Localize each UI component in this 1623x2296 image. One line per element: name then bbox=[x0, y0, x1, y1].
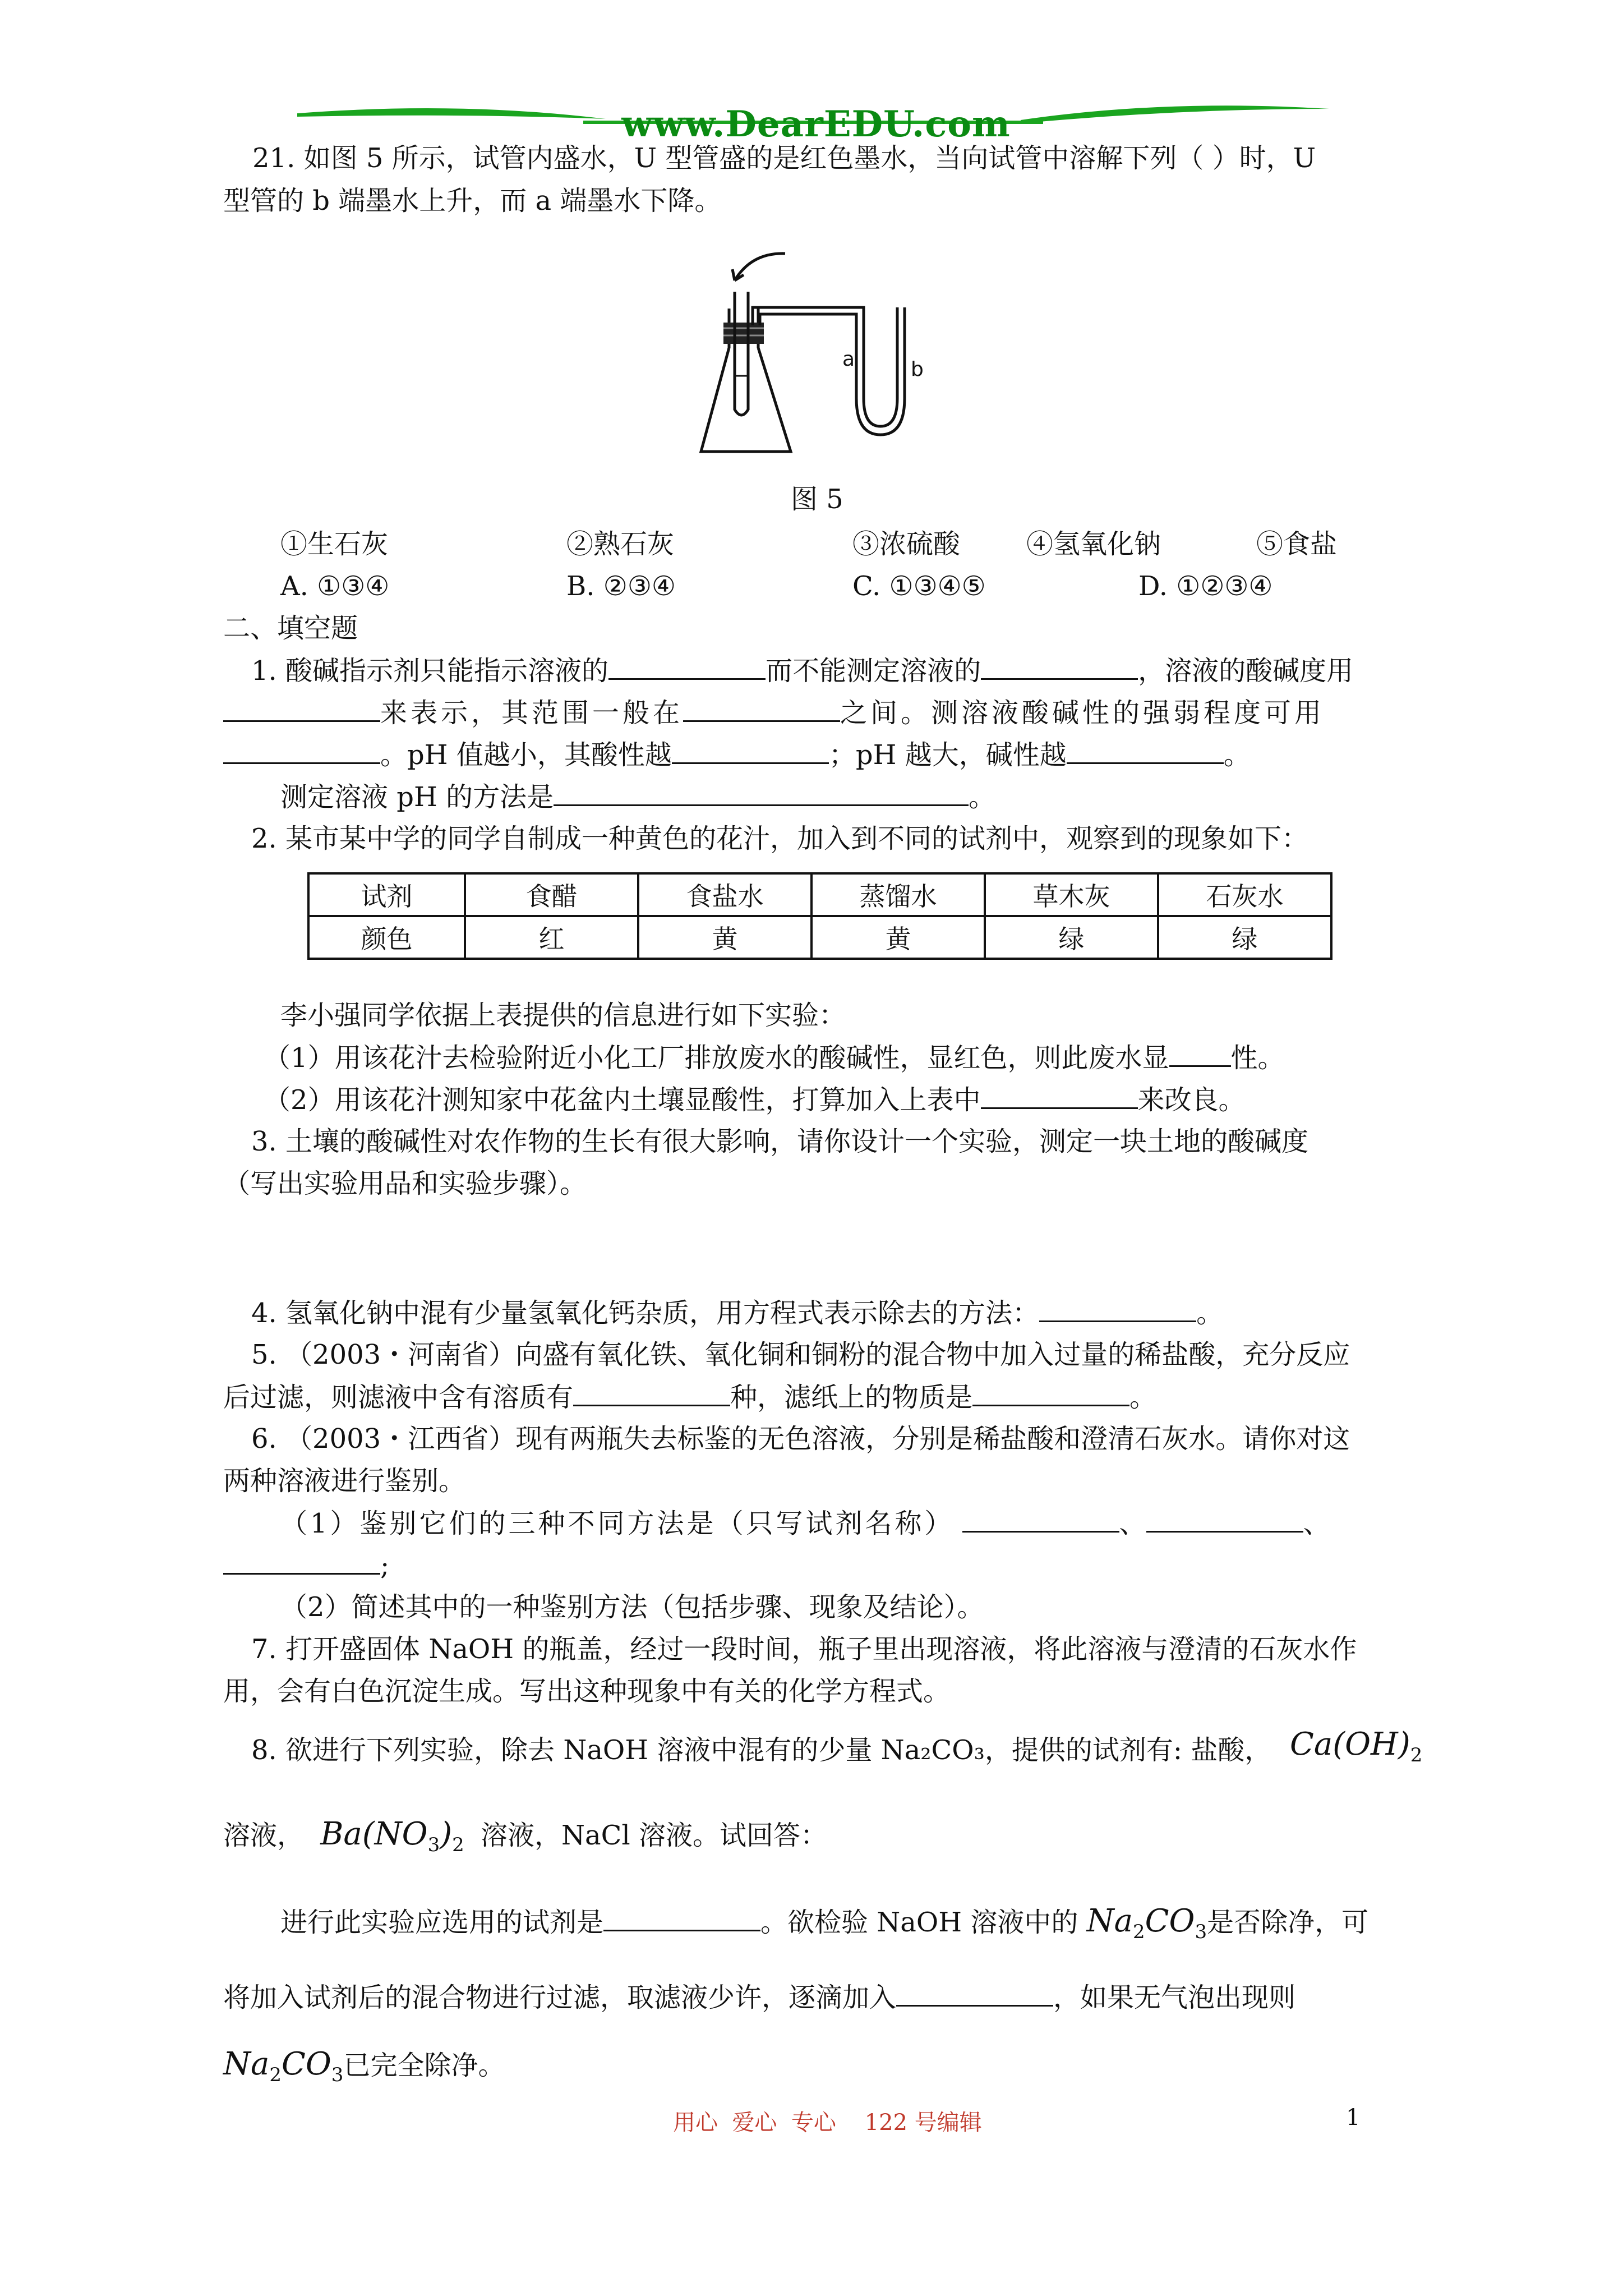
flask-u-tube-figure bbox=[695, 241, 931, 499]
table-cell: 颜色 bbox=[308, 916, 465, 959]
page-number: 1 bbox=[1346, 2105, 1361, 2131]
table-cell: 绿 bbox=[1158, 916, 1331, 959]
table-row bbox=[308, 873, 1331, 916]
p1-line1: 1. 酸碱指示剂只能指示溶液的 而不能测定溶液的 ，溶液的酸碱度用 bbox=[251, 654, 1353, 688]
fig-label-b: b bbox=[911, 358, 924, 381]
p1-line2: 来表示，其范围一般在 之间。测溶液酸碱性的强弱程度可用 bbox=[223, 696, 1325, 730]
table-cell: 红 bbox=[465, 916, 638, 959]
q21-choice-b: B. ②③④ bbox=[566, 570, 676, 602]
p8-line2: 溶液， $Ba(NO_3)_2$ 溶液，NaCl 溶液。试回答： bbox=[223, 1816, 827, 1857]
table-cell: 草木灰 bbox=[985, 873, 1158, 916]
p1-line4: 测定溶液 pH 的方法是 。 bbox=[280, 780, 995, 814]
q21-choice-d: D. ①②③④ bbox=[1138, 570, 1273, 602]
p5-line2: 后过滤，则滤液中含有溶质有 种，滤纸上的物质是 。 bbox=[223, 1380, 1156, 1414]
site-name[interactable]: www.DearEDU.com bbox=[621, 103, 1011, 145]
p6-line2: 两种溶液进行鉴别。 bbox=[223, 1465, 466, 1497]
p6-line4: ; bbox=[223, 1548, 389, 1582]
p4-line: 4. 氢氧化钠中混有少量氢氧化钙杂质，用方程式表示除去的方法： 。 bbox=[251, 1296, 1223, 1330]
p3-line1: 3. 土壤的酸碱性对农作物的生长有很大影响，请你设计一个实验，测定一块土地的酸碱度 bbox=[251, 1126, 1309, 1157]
p8-line5: $Na_2CO_3$已完全除净。 bbox=[223, 2046, 505, 2087]
p8-line1: 8. 欲进行下列实验，除去 NaOH 溶液中混有的少量 Na₂CO₃，提供的试剂有: 盐酸， bbox=[251, 1734, 1272, 1766]
q21-item-4: ④氢氧化钠 bbox=[1026, 528, 1161, 560]
table-cell: 黄 bbox=[638, 916, 811, 959]
q21-item-5: ⑤食盐 bbox=[1256, 528, 1338, 560]
table-cell: 食醋 bbox=[465, 873, 638, 916]
fig-label-a: a bbox=[842, 348, 855, 371]
q21-line2: 型管的 b 端墨水上升，而 a 端墨水下降。 bbox=[223, 185, 722, 217]
table-row bbox=[308, 916, 1331, 959]
p5-line1: 5. （2003・河南省）向盛有氧化铁、氧化铜和铜粉的混合物中加入过量的稀盐酸，充分反应 bbox=[251, 1339, 1350, 1370]
q21-line1: 21. 如图 5 所示，试管内盛水，U 型管盛的是红色墨水，当向试管中溶解下列（ ）时，U bbox=[252, 142, 1316, 174]
q21-choice-c: C. ①③④⑤ bbox=[852, 570, 986, 602]
p2-intro: 2. 某市某中学的同学自制成一种黄色的花汁，加入到不同的试剂中，观察到的现象如下： bbox=[251, 823, 1309, 854]
p7-line2: 用，会有白色沉淀生成。写出这种现象中有关的化学方程式。 bbox=[223, 1676, 951, 1707]
q21-item-2: ②熟石灰 bbox=[566, 528, 675, 560]
p1-line3: 。pH 值越小，其酸性越 ；pH 越大，碱性越 。 bbox=[223, 738, 1251, 772]
p2-exp: 李小强同学依据上表提供的信息进行如下实验： bbox=[280, 1000, 846, 1031]
na2co3-formula: $Na_2CO_3$ bbox=[1086, 1903, 1207, 1944]
site-banner bbox=[292, 96, 1335, 145]
ca-oh2-formula: $Ca(OH)_2$ bbox=[1290, 1726, 1423, 1767]
p6-line1: 6. （2003・江西省）现有两瓶失去标鉴的无色溶液，分别是稀盐酸和澄清石灰水。请你对这 bbox=[251, 1423, 1350, 1455]
p2-s1: （1）用该花汁去检验附近小化工厂排放废水的酸碱性，显红色，则此废水显 性。 bbox=[264, 1041, 1285, 1075]
ba-no32-formula: $Ba(NO_3)_2$ bbox=[320, 1816, 464, 1857]
section-title: 二、填空题 bbox=[223, 613, 358, 644]
p8-line3: 进行此实验应选用的试剂是 。欲检验 NaOH 溶液中的 $Na_2CO_3$是否除净，可 bbox=[280, 1903, 1369, 1944]
p3-line2: （写出实验用品和实验步骤）。 bbox=[223, 1168, 587, 1199]
footer-note: 用心 爱心 专心 122 号编辑 bbox=[673, 2110, 982, 2136]
table-cell: 蒸馏水 bbox=[811, 873, 985, 916]
q21-choice-a: A. ①③④ bbox=[280, 570, 390, 602]
table-cell: 试剂 bbox=[308, 873, 465, 916]
figure-caption: 图 5 bbox=[791, 484, 843, 515]
na2co3-formula-2: $Na_2CO_3$ bbox=[223, 2046, 344, 2087]
q21-item-1: ①生石灰 bbox=[280, 528, 389, 560]
p2-s2: （2）用该花汁测知家中花盆内土壤显酸性，打算加入上表中 来改良。 bbox=[264, 1083, 1246, 1117]
p6-line5: （2）简述其中的一种鉴别方法（包括步骤、现象及结论）。 bbox=[280, 1591, 984, 1623]
p6-line3: （1）鉴别它们的三种不同方法是（只写试剂名称） 、 、 bbox=[280, 1506, 1330, 1540]
table-cell: 黄 bbox=[811, 916, 985, 959]
table-cell: 石灰水 bbox=[1158, 873, 1331, 916]
reagent-color-table bbox=[307, 872, 1332, 960]
p8-line4: 将加入试剂后的混合物进行过滤，取滤液少许，逐滴加入 ，如果无气泡出现则 bbox=[223, 1980, 1295, 2014]
table-cell: 食盐水 bbox=[638, 873, 811, 916]
q21-item-3: ③浓硫酸 bbox=[852, 528, 961, 560]
p7-line1: 7. 打开盛固体 NaOH 的瓶盖，经过一段时间，瓶子里出现溶液，将此溶液与澄清的石灰水作 bbox=[251, 1634, 1357, 1665]
table-cell: 绿 bbox=[985, 916, 1158, 959]
